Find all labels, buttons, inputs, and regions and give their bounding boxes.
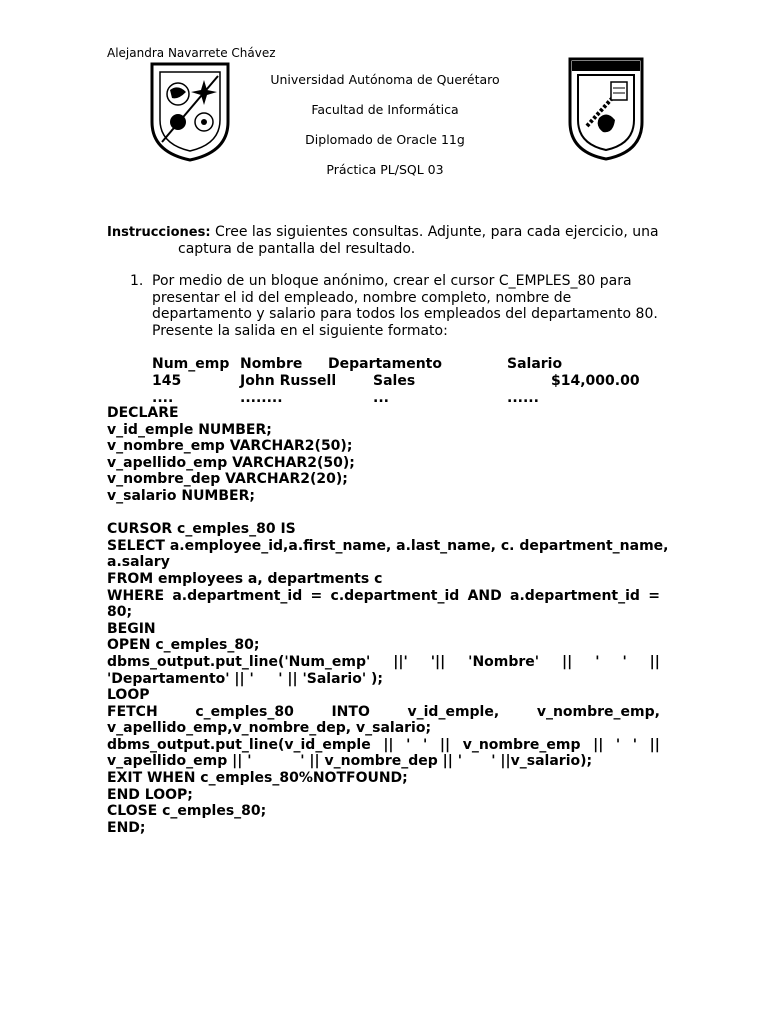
- instructions-label: Instrucciones:: [107, 225, 211, 240]
- code-line: v_nombre_dep VARCHAR2(20);: [107, 471, 348, 488]
- author-name: Alejandra Navarrete Chávez: [107, 46, 276, 60]
- code-line: FETCH c_emples_80 INTO v_id_emple, v_nombre_emp,: [107, 703, 660, 720]
- code-line: EXIT WHEN c_emples_80%NOTFOUND;: [107, 770, 408, 787]
- code-line: 80;: [107, 604, 133, 621]
- exercise-line: presentar el id del empleado, nombre completo, nombre de: [152, 289, 572, 306]
- cell-placeholder: ......: [507, 390, 539, 406]
- sample-header-row: [152, 356, 642, 373]
- code-line: SELECT a.employee_id,a.first_name, a.last_name, c. department_name,: [107, 537, 669, 554]
- code-line: LOOP: [107, 687, 150, 704]
- cell-placeholder: ........: [240, 390, 283, 406]
- cell-departamento: Sales: [373, 373, 416, 389]
- code-line: OPEN c_emples_80;: [107, 637, 260, 654]
- code-line: v_nombre_emp VARCHAR2(50);: [107, 438, 353, 455]
- exercise-line: Presente la salida en el siguiente formato:: [152, 322, 448, 339]
- code-line: dbms_output.put_line('Num_emp' ||' '|| 'Nombre' || ' ' ||: [107, 653, 660, 670]
- header-nombre: Nombre: [240, 356, 303, 372]
- uaq-crest-icon: [148, 60, 232, 164]
- exercise-line: departamento y salario para todos los empleados del departamento 80.: [152, 306, 658, 323]
- header-salario: Salario: [507, 356, 563, 372]
- header-departamento: Departamento: [328, 356, 442, 372]
- code-line: 'Departamento' || ' ' || 'Salario' );: [107, 670, 383, 687]
- university-name: Universidad Autónoma de Querétaro: [270, 72, 500, 87]
- faculty-name: Facultad de Informática: [311, 102, 459, 117]
- code-line: WHERE a.department_id = c.department_id AND a.department_id =: [107, 587, 660, 604]
- code-line: v_salario NUMBER;: [107, 487, 255, 504]
- code-line: v_apellido_emp || ' ' || v_nombre_dep || ' ' ||v_salario);: [107, 753, 593, 770]
- code-line: CURSOR c_emples_80 IS: [107, 521, 296, 538]
- sample-output-table: [152, 356, 642, 407]
- code-line: dbms_output.put_line(v_id_emple || ' ' || v_nombre_emp || ' ' ||: [107, 736, 660, 753]
- code-line: BEGIN: [107, 620, 156, 637]
- course-name: Diplomado de Oracle 11g: [305, 132, 465, 147]
- code-line: v_apellido_emp VARCHAR2(50);: [107, 454, 355, 471]
- code-line: v_id_emple NUMBER;: [107, 421, 272, 438]
- cell-num-emp: 145: [152, 373, 182, 389]
- code-line: CLOSE c_emples_80;: [107, 803, 267, 820]
- cell-salario: $14,000.00: [551, 373, 640, 389]
- cell-nombre: John Russell: [240, 373, 337, 389]
- code-line: v_apellido_emp,v_nombre_dep, v_salario;: [107, 720, 432, 737]
- cell-placeholder: ....: [152, 390, 174, 406]
- code-line: END;: [107, 819, 146, 836]
- code-line: END LOOP;: [107, 786, 193, 803]
- plsql-code-block: [107, 405, 669, 836]
- exercise-number: 1.: [130, 273, 144, 289]
- exercise-line: Por medio de un bloque anónimo, crear el cursor C_EMPLES_80 para: [152, 273, 632, 289]
- cell-placeholder: ...: [373, 390, 389, 406]
- code-line: FROM employees a, departments c: [107, 570, 383, 587]
- instructions-text-continued: captura de pantalla del resultado.: [178, 241, 416, 257]
- exercise-1: [130, 273, 660, 339]
- instructions-text: Cree las siguientes consultas. Adjunte, para cada ejercicio, una: [214, 224, 659, 240]
- sample-data-row: [152, 373, 642, 390]
- code-line: a.salary: [107, 554, 170, 571]
- header-num-emp: Num_emp: [152, 356, 230, 372]
- informatica-crest-icon: [567, 56, 645, 162]
- instructions: [107, 224, 660, 258]
- code-line: DECLARE: [107, 405, 179, 421]
- practice-title: Práctica PL/SQL 03: [326, 162, 444, 177]
